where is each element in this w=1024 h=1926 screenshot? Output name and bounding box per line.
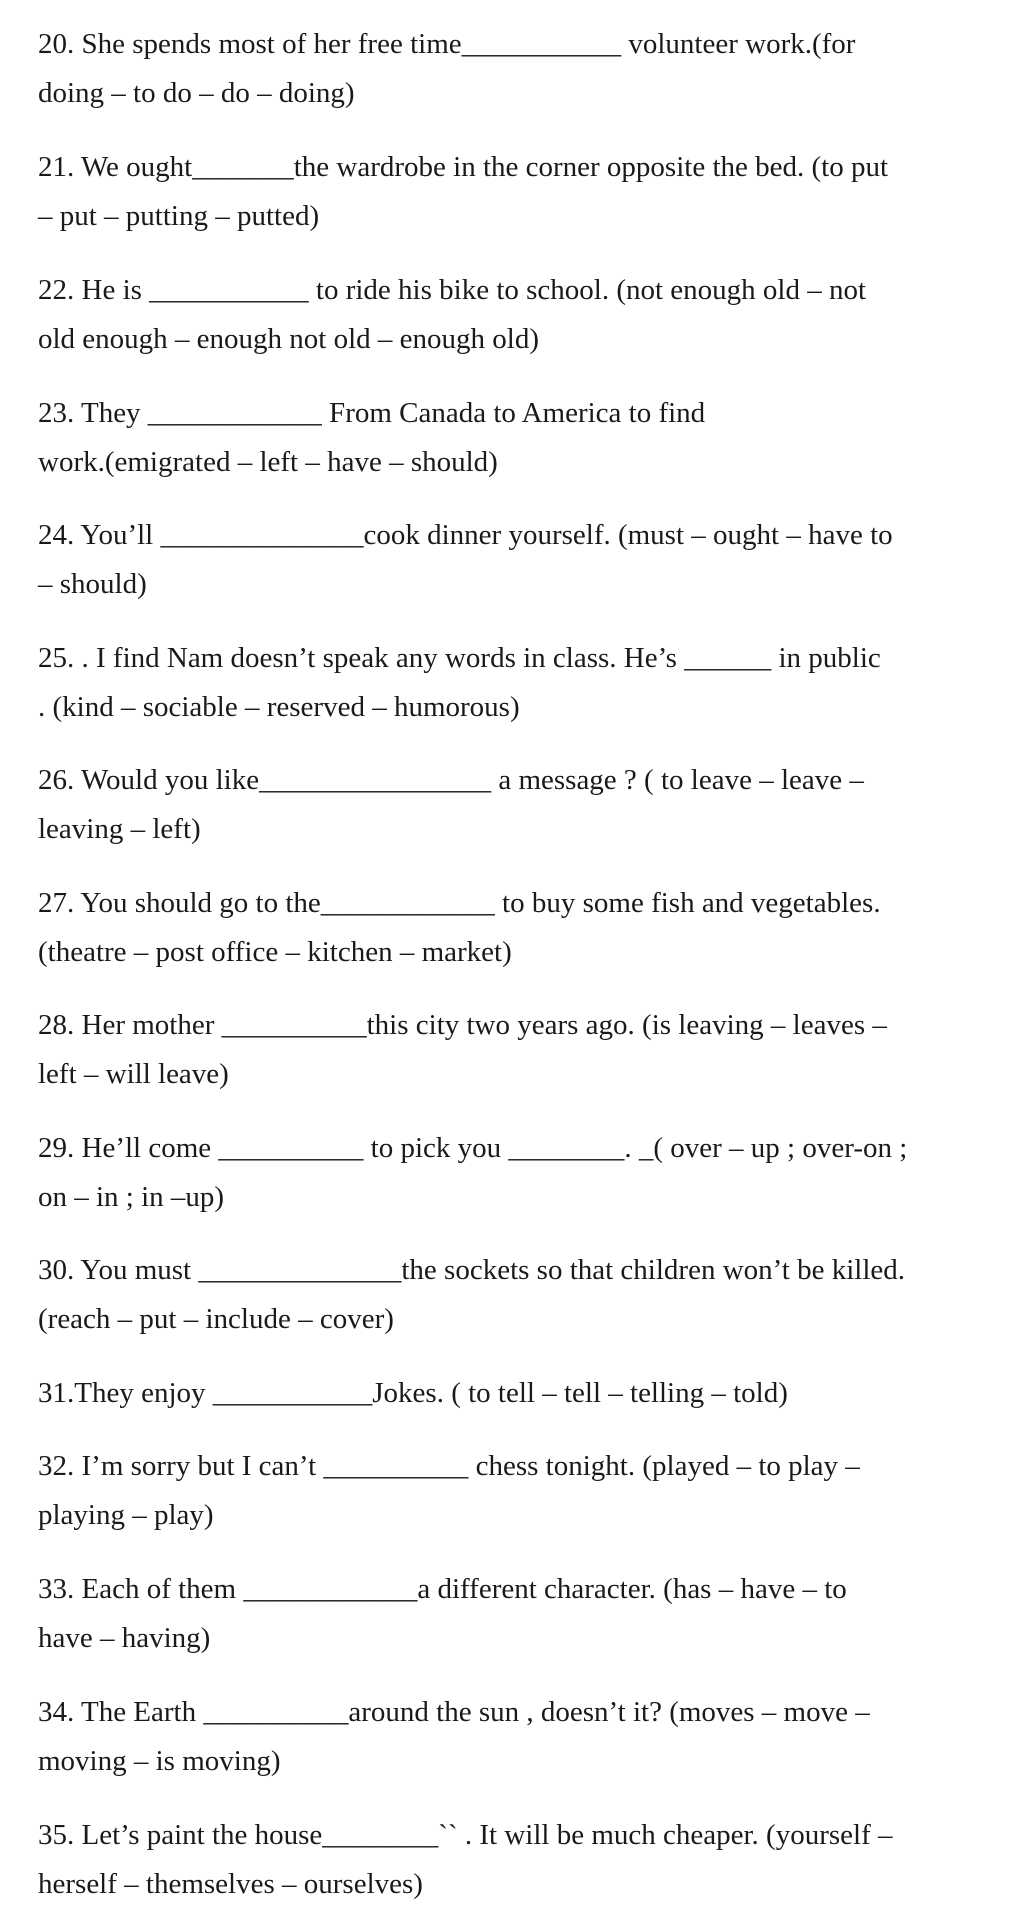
question-26-line-2: leaving – left)	[38, 813, 201, 845]
question-35-line-2: herself – themselves – ourselves)	[38, 1868, 423, 1900]
question-25-line-1: 25. . I find Nam doesn’t speak any words in class. He’s ______ in public	[38, 642, 881, 674]
question-21-line-2: – put – putting – putted)	[38, 200, 320, 232]
question-31-line-1: 31.They enjoy ___________Jokes. ( to tell – tell – telling – told)	[38, 1377, 788, 1409]
question-25	[38, 634, 998, 732]
question-20-line-2: doing – to do – do – doing)	[38, 77, 355, 109]
question-29	[38, 1124, 998, 1222]
question-33-line-2: have – having)	[38, 1622, 211, 1654]
question-27-line-1: 27. You should go to the____________ to buy some fish and vegetables.	[38, 887, 881, 919]
question-33-line-1: 33. Each of them ____________a different character. (has – have – to	[38, 1573, 847, 1605]
question-35-line-1: 35. Let’s paint the house________`` . It will be much cheaper. (yourself –	[38, 1819, 893, 1851]
question-22	[38, 266, 998, 364]
question-24-line-2: – should)	[38, 568, 147, 600]
question-30-line-2: (reach – put – include – cover)	[38, 1303, 394, 1335]
question-33	[38, 1565, 998, 1663]
question-24-line-1: 24. You’ll ______________cook dinner yourself. (must – ought – have to	[38, 519, 893, 551]
question-23-line-2: work.(emigrated – left – have – should)	[38, 446, 498, 478]
question-21	[38, 143, 998, 241]
question-25-line-2: . (kind – sociable – reserved – humorous)	[38, 691, 520, 723]
question-35	[38, 1811, 998, 1909]
question-32	[38, 1442, 998, 1540]
question-23-line-1: 23. They ____________ From Canada to America to find	[38, 397, 706, 429]
question-28	[38, 1001, 998, 1099]
question-22-line-1: 22. He is ___________ to ride his bike to school. (not enough old – not	[38, 274, 867, 306]
question-27-line-2: (theatre – post office – kitchen – market)	[38, 936, 512, 968]
question-29-line-1: 29. He’ll come __________ to pick you ________. _( over – up ; over-on ;	[38, 1132, 908, 1164]
question-27	[38, 879, 998, 977]
question-21-line-1: 21. We ought_______the wardrobe in the corner opposite the bed. (to put	[38, 151, 889, 183]
question-31	[38, 1369, 998, 1418]
question-32-line-1: 32. I’m sorry but I can’t __________ chess tonight. (played – to play –	[38, 1450, 860, 1482]
question-32-line-2: playing – play)	[38, 1499, 214, 1531]
question-22-line-2: old enough – enough not old – enough old)	[38, 323, 540, 355]
question-30-line-1: 30. You must ______________the sockets so that children won’t be killed.	[38, 1254, 905, 1286]
question-28-line-1: 28. Her mother __________this city two years ago. (is leaving – leaves –	[38, 1009, 887, 1041]
question-34-line-2: moving – is moving)	[38, 1745, 281, 1777]
question-29-line-2: on – in ; in –up)	[38, 1181, 225, 1213]
question-26-line-1: 26. Would you like________________ a message ? ( to leave – leave –	[38, 764, 864, 796]
question-30	[38, 1246, 998, 1344]
question-24	[38, 511, 998, 609]
question-20-line-1: 20. She spends most of her free time___________ volunteer work.(for	[38, 28, 856, 60]
question-34	[38, 1688, 998, 1786]
question-34-line-1: 34. The Earth __________around the sun , doesn’t it? (moves – move –	[38, 1696, 870, 1728]
question-28-line-2: left – will leave)	[38, 1058, 229, 1090]
question-20	[38, 20, 998, 118]
question-23	[38, 389, 998, 487]
question-26	[38, 756, 998, 854]
